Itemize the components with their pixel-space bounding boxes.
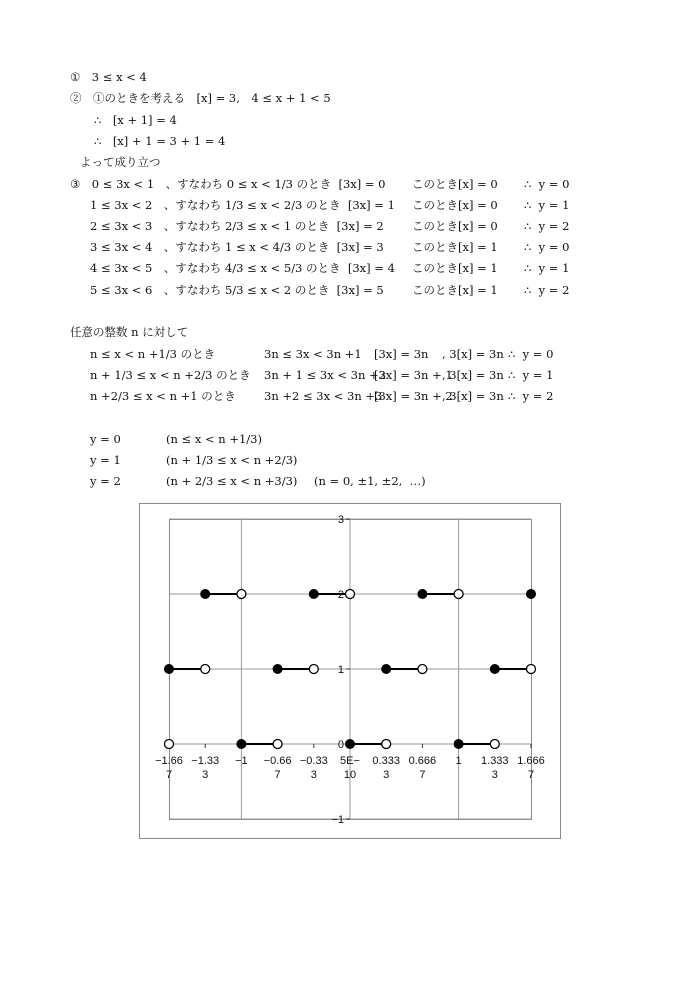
summary-note: (n = 0, ±1, ±2, …) (314, 474, 426, 488)
general-row-0-floorx: , 3[x] = 3n (442, 347, 504, 361)
closed-point-10 (527, 590, 536, 599)
part3-row-4-case: 4 ≤ 3x < 5 、すなわち 4/3 ≤ x < 5/3 のとき [3x] = 4 (90, 261, 395, 275)
closed-point-8 (454, 740, 463, 749)
closed-point-0 (165, 665, 174, 674)
open-point-0 (165, 740, 174, 749)
closed-point-2 (237, 740, 246, 749)
general-row-2-case: n +2/3 ≤ x < n +1 のとき (90, 389, 236, 403)
y-tick-label-2: 1 (337, 664, 344, 676)
open-point-9 (490, 740, 499, 749)
part3-row-3-case: 3 ≤ 3x < 4 、すなわち 1 ≤ x < 4/3 のとき [3x] = 3 (90, 240, 384, 254)
general-row-1-floorx: , 3[x] = 3n (442, 368, 504, 382)
part3-row-0-floor: このとき[x] = 0 (412, 177, 498, 191)
closed-point-6 (382, 665, 391, 674)
part3-row-1-floor: このとき[x] = 0 (412, 198, 498, 212)
therefore-line-2: ∴ [x] + 1 = 3 + 1 = 4 (94, 134, 226, 148)
open-point-5 (346, 590, 355, 599)
closed-point-7 (418, 590, 427, 599)
x-tick-label-5: 5E− (340, 755, 360, 767)
x-tick-label-3: −0.66 (263, 755, 292, 767)
open-point-1 (201, 665, 210, 674)
item-1: ① 3 ≤ x < 4 (70, 70, 147, 84)
summary-row-0-y: y = 0 (90, 432, 121, 446)
part3-row-2-floor: このとき[x] = 0 (412, 219, 498, 233)
x-tick-label-1: −1.33 (191, 755, 220, 767)
general-row-0-floor3x: [3x] = 3n (374, 347, 429, 361)
x-tick-label-4-line2: 3 (310, 769, 317, 781)
part3-row-5-case: 5 ≤ 3x < 6 、すなわち 5/3 ≤ x < 2 のとき [3x] = 5 (90, 283, 384, 297)
open-point-4 (309, 665, 318, 674)
summary-row-1-range: (n + 1/3 ≤ x < n +2/3) (166, 453, 298, 467)
conclusion-line: よって成り立つ (80, 155, 161, 169)
open-point-8 (454, 590, 463, 599)
x-tick-label-6-line2: 3 (383, 769, 390, 781)
part3-row-5-result: ∴ y = 2 (524, 283, 570, 297)
open-point-2 (237, 590, 246, 599)
general-row-0-case: n ≤ x < n +1/3 のとき (90, 347, 216, 361)
x-tick-label-9: 1.333 (481, 755, 509, 767)
summary-row-1-y: y = 1 (90, 453, 121, 467)
general-row-1-ineq: 3n + 1 ≤ 3x < 3n +2 (264, 368, 387, 382)
general-row-1-result: ∴ y = 1 (508, 368, 554, 382)
part3-row-4-result: ∴ y = 1 (524, 261, 570, 275)
general-row-2-result: ∴ y = 2 (508, 389, 554, 403)
part3-row-0-case: ③ 0 ≤ 3x < 1 、すなわち 0 ≤ x < 1/3 のとき [3x] = 0 (70, 177, 386, 191)
general-row-2-floorx: , 3[x] = 3n (442, 389, 504, 403)
summary-row-2-range: (n + 2/3 ≤ x < n +3/3) (166, 474, 298, 488)
part3-row-1-case: 1 ≤ 3x < 2 、すなわち 1/3 ≤ x < 2/3 のとき [3x] = 1 (90, 198, 395, 212)
closed-point-4 (309, 590, 318, 599)
x-tick-label-0: −1.66 (155, 755, 183, 767)
general-title: 任意の整数 n に対して (70, 325, 189, 339)
x-tick-label-3-line2: 7 (274, 769, 281, 781)
y-tick-label-1: 0 (337, 739, 344, 751)
closed-point-9 (490, 665, 499, 674)
x-tick-label-6: 0.333 (372, 755, 400, 767)
general-row-1-floor3x: [3x] = 3n + 1 (374, 368, 453, 382)
general-row-0-result: ∴ y = 0 (508, 347, 554, 361)
general-row-2-floor3x: [3x] = 3n + 2 (374, 389, 453, 403)
item-2: ② ①のときを考える [x] = 3, 4 ≤ x + 1 < 5 (70, 91, 331, 105)
x-tick-label-1-line2: 3 (202, 769, 209, 781)
x-tick-label-10: 1.666 (517, 755, 545, 767)
summary-row-2-y: y = 2 (90, 474, 121, 488)
x-tick-label-9-line2: 3 (491, 769, 498, 781)
general-row-0-ineq: 3n ≤ 3x < 3n +1 (264, 347, 362, 361)
open-point-7 (418, 665, 427, 674)
closed-point-1 (201, 590, 210, 599)
part3-row-4-floor: このとき[x] = 1 (412, 261, 498, 275)
open-point-10 (527, 665, 536, 674)
part3-row-1-result: ∴ y = 1 (524, 198, 570, 212)
closed-point-5 (346, 740, 355, 749)
y-tick-label-4: 3 (337, 514, 344, 526)
part3-row-0-result: ∴ y = 0 (524, 177, 570, 191)
x-tick-label-0-line2: 7 (165, 769, 173, 781)
part3-row-5-floor: このとき[x] = 1 (412, 283, 498, 297)
open-point-6 (382, 740, 391, 749)
y-tick-label-0: −1 (331, 814, 344, 826)
part3-row-3-floor: このとき[x] = 1 (412, 240, 498, 254)
step-function-chart (139, 503, 561, 839)
general-row-2-ineq: 3n +2 ≤ 3x < 3n +3 (264, 389, 383, 403)
therefore-line-1: ∴ [x + 1] = 4 (94, 113, 177, 127)
part3-row-2-case: 2 ≤ 3x < 3 、すなわち 2/3 ≤ x < 1 のとき [3x] = 2 (90, 219, 384, 233)
part3-row-3-result: ∴ y = 0 (524, 240, 570, 254)
x-tick-label-5-line2: 10 (343, 769, 357, 781)
x-tick-label-8: 1 (455, 755, 462, 767)
y-tick-label-3: 2 (337, 589, 344, 601)
x-tick-label-4: −0.33 (299, 755, 328, 767)
x-tick-label-2: −1 (235, 755, 248, 767)
x-tick-label-7-line2: 7 (419, 769, 426, 781)
x-tick-label-7: 0.666 (408, 755, 437, 767)
x-tick-label-10-line2: 7 (527, 769, 535, 781)
closed-point-3 (273, 665, 282, 674)
general-row-1-case: n + 1/3 ≤ x < n +2/3 のとき (90, 368, 251, 382)
part3-row-2-result: ∴ y = 2 (524, 219, 570, 233)
summary-row-0-range: (n ≤ x < n +1/3) (166, 432, 262, 446)
open-point-3 (273, 740, 282, 749)
